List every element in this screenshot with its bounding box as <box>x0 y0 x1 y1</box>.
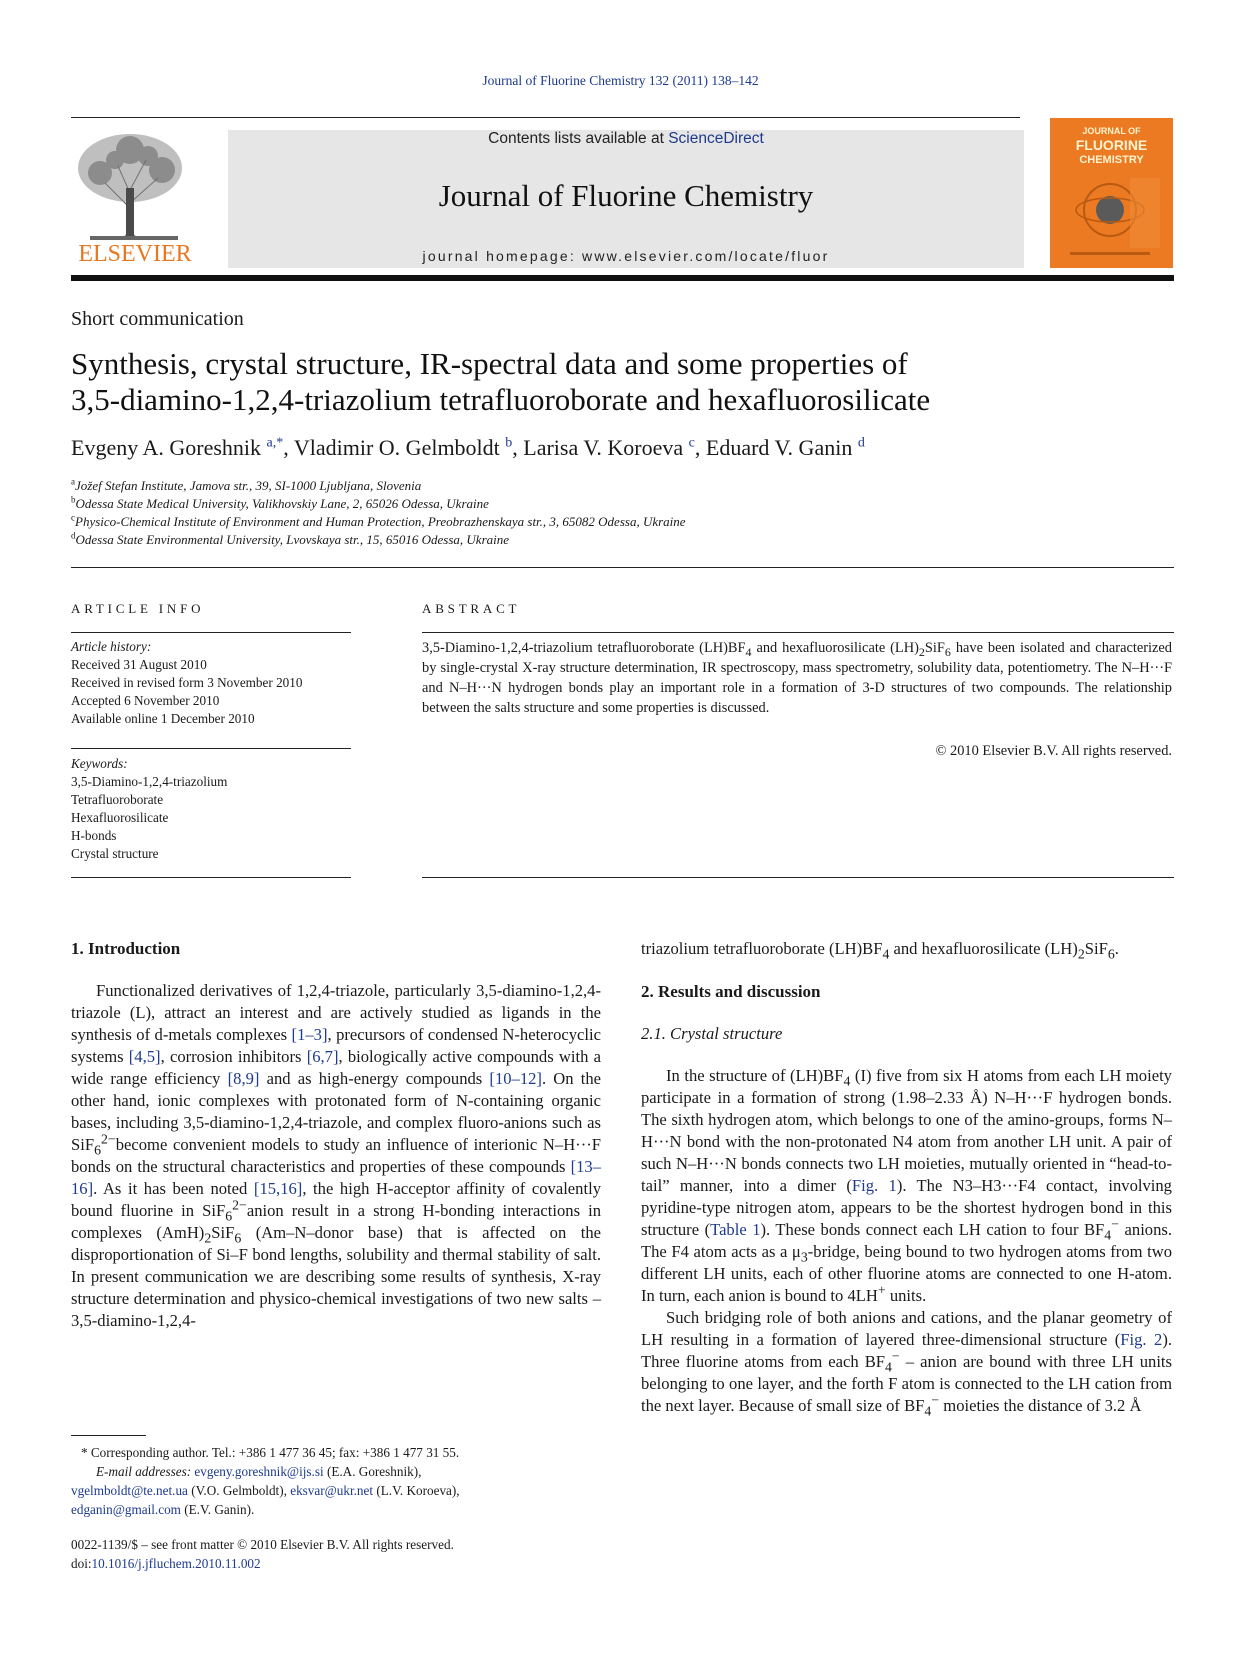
elsevier-logo <box>70 128 200 268</box>
doi-link[interactable]: 10.1016/j.jfluchem.2010.11.002 <box>91 1556 261 1571</box>
citation-link[interactable]: [8,9] <box>227 1069 260 1088</box>
journal-cover <box>1050 118 1173 268</box>
right-column <box>641 938 1172 1417</box>
divider <box>422 877 1174 878</box>
affiliation: $^b$Odessa State Medical University, Valikhovskiy Lane, 2, 65026 Odessa, Ukraine <box>71 494 489 511</box>
results-paragraph: Such bridging role of both anions and cations, and the planar geometry of LH resulting in a formation of layered three-dimensional structure (Fig. 2). Three fluorine atoms from each $BF_4^-$ – anion are bound with three LH units belonging to one layer, and the forth F atom is connected to the LH cation from the next layer. Because of small size of $BF_4^-$ moieties the distance of 3.2 Å <box>641 1308 1172 1419</box>
affiliation: $^d$Odessa State Environmental University, Lvovskaya str., 15, 65016 Odessa, Ukraine <box>71 530 510 547</box>
keywords-label: Keywords: <box>71 756 128 771</box>
article-history <box>71 638 351 728</box>
affiliations <box>71 477 686 549</box>
intro-paragraph: Functionalized derivatives of 1,2,4-triazole, particularly 3,5-diamino-1,2,4-triazole (L), attract an interest and are actively studied as ligands in the synthesis of d-metals complexes [1–3], precursors of condensed N-heterocyclic systems [4,5], corrosion inhibitors [6,7], biologically active compounds with a wide range efficiency [8,9] and as high-energy compounds [10–12]. On the other hand, ionic complexes with protonated form of N-containing organic bases, including 3,5-diamino-1,2,4-triazole, and complex fluoro-anions such as SiF$_6^{2-}$become convenient models to study an influence of interionic N–H···F bonds on the structural characteristics and properties of these compounds [13–16]. As it has been noted [15,16], the high H-acceptor affinity of covalently bound fluorine in SiF$_6^{2-}$anion result in a strong H-bonding interactions in complexes $(AmH)_2SiF_6$ (Am–N–donor base) that is affected on the disproportionation of Si–F bond lengths, solubility and thermal stability of salt. In present communication we are describing some results of synthesis, X-ray structure determination and physico-chemical investigations of two new salts – 3,5-diamino-1,2,4- <box>71 981 601 1330</box>
citation-link[interactable]: [15,16] <box>253 1179 303 1198</box>
results-paragraph: In the structure of $(LH)BF_4$ (I) five from six H atoms from each LH moiety participate in a formation of strong (1.98–2.33 Å) N–H···F hydrogen bonds. The sixth hydrogen atom, which belongs to one of the amino-groups, forms N–H···N bond with the non-protonated N4 atom from another LH unit. A pair of such N–H···N bonds connects two LH moieties, mutually oriented in “head-to-tail” manner, into a dimer (Fig. 1). The N3–H3···F4 contact, involving pyridine-type nitrogen atom, appears to be the shortest hydrogen bond in this structure (Table 1). These bonds connect each LH cation to four $BF_4^-$ anions. The F4 atom acts as a $\mu_3$-bridge, being bound to two hydrogen atoms from two different LH units, each of other fluorine atoms are connected to one H-atom. In turn, each anion is bound to 4LH+ units. <box>641 1066 1173 1305</box>
abstract-copyright: © 2010 Elsevier B.V. All rights reserved. <box>935 743 1172 759</box>
keyword: Hexafluorosilicate <box>71 810 169 825</box>
corresponding-author: * Corresponding author. Tel.: +386 1 477 36 45; fax: +386 1 477 31 55. <box>81 1445 460 1460</box>
divider <box>71 748 351 749</box>
journal-reference[interactable]: Journal of Fluorine Chemistry 132 (2011) 138–142 <box>482 73 759 88</box>
keywords <box>71 755 351 863</box>
citation-link[interactable]: [4,5] <box>128 1047 161 1066</box>
elsevier-wordmark: ELSEVIER <box>78 241 192 267</box>
history-item: Available online 1 December 2010 <box>71 711 255 726</box>
title-line: 3,5-diamino-1,2,4-triazolium tetrafluoroborate and hexafluorosilicate <box>71 382 931 417</box>
subsection-heading: 2.1. Crystal structure <box>641 1024 783 1043</box>
article-info-heading: ARTICLE INFO <box>71 601 205 616</box>
email-link[interactable]: edganin@gmail.com <box>71 1502 181 1517</box>
abstract-text: 3,5-Diamino-1,2,4-triazolium tetrafluoroborate $(LH)BF_4$ and hexafluorosilicate $(LH)_2SiF_6$ have been isolated and characterized by single-crystal X-ray structure determination, IR spectroscopy, mass spectrometry, solubility data, potentiometry. The N–H···F and N–H···N hydrogen bonds play an important role in a formation of 3-D structures of two compounds. The relationship between the salts structure and some properties is discussed. <box>422 640 1172 716</box>
history-label: Article history: <box>71 639 152 654</box>
intro-continued: triazolium tetrafluoroborate $(LH)BF_4$ and hexafluorosilicate $(LH)_2SiF_6$. <box>641 939 1119 962</box>
email-link[interactable]: evgeny.goreshnik@ijs.si <box>194 1464 324 1479</box>
section-heading: 1. Introduction <box>71 939 181 958</box>
cover-text: CHEMISTRY <box>1079 154 1144 166</box>
journal-title: Journal of Fluorine Chemistry <box>438 178 814 213</box>
citation-link[interactable]: [10–12] <box>489 1069 542 1088</box>
email-link[interactable]: vgelmboldt@te.net.ua <box>71 1483 188 1498</box>
section-heading: 2. Results and discussion <box>641 982 821 1001</box>
keyword: 3,5-Diamino-1,2,4-triazolium <box>71 774 228 789</box>
issn-doi: 0022-1139/$ – see front matter © 2010 Elsevier B.V. All rights reserved. doi:10.1016/j.jfluchem.2010.11.002 <box>71 1535 611 1573</box>
sciencedirect-link[interactable]: ScienceDirect <box>668 130 764 147</box>
divider <box>71 877 351 878</box>
keyword: Tetrafluoroborate <box>71 792 164 807</box>
issn-line: 0022-1139/$ – see front matter © 2010 Elsevier B.V. All rights reserved. <box>71 1537 454 1552</box>
citation-link[interactable]: [1–3] <box>291 1025 328 1044</box>
history-item: Accepted 6 November 2010 <box>71 693 220 708</box>
figure-link[interactable]: Fig. 1 <box>851 1176 897 1195</box>
footnote-rule <box>71 1435 146 1436</box>
history-item: Received in revised form 3 November 2010 <box>71 675 303 690</box>
citation-link[interactable]: [13–16] <box>71 1157 601 1198</box>
header-thick-rule <box>71 275 1174 281</box>
article-title <box>71 346 1171 418</box>
divider <box>422 632 1174 633</box>
table-link[interactable]: Table 1 <box>710 1220 761 1239</box>
article-type: Short communication <box>71 308 244 330</box>
header-top-rule <box>71 117 1020 118</box>
author-affil-mark[interactable]: a,* <box>266 435 284 451</box>
divider <box>71 632 351 633</box>
citation-link[interactable]: [6,7] <box>306 1047 339 1066</box>
affiliation: $^c$Physico-Chemical Institute of Environment and Human Protection, Preobrazhenskaya str., 3, 65082 Odessa, Ukraine <box>71 512 686 529</box>
affiliation: $^a$Jožef Stefan Institute, Jamova str., 39, SI-1000 Ljubljana, Slovenia <box>71 476 422 493</box>
keyword: H-bonds <box>71 828 117 843</box>
cover-text: FLUORINE <box>1075 137 1148 153</box>
author-name: Vladimir O. Gelmboldt <box>293 435 500 460</box>
author-name: Evgeny A. Goreshnik <box>71 435 262 460</box>
history-item: Received 31 August 2010 <box>71 657 207 672</box>
author-list: Evgeny A. Goreshnik $^{a,*}$, Vladimir O. Gelmboldt $^b$, Larisa V. Koroeva $^c$, Eduard V. Ganin $^d$ <box>71 435 865 460</box>
figure-link[interactable]: Fig. 2 <box>1120 1330 1163 1349</box>
title-line: Synthesis, crystal structure, IR-spectral data and some properties of <box>71 346 908 381</box>
contents-available: Contents lists available at ScienceDirect <box>488 130 764 147</box>
abstract-heading: ABSTRACT <box>422 601 521 616</box>
email-link[interactable]: eksvar@ukr.net <box>290 1483 374 1498</box>
author-affil-mark[interactable]: d <box>857 435 865 451</box>
journal-homepage[interactable]: journal homepage: www.elsevier.com/locate/fluor <box>422 248 830 264</box>
divider <box>71 567 1174 568</box>
cover-atom-icon <box>1050 118 1173 268</box>
left-column <box>71 938 601 1332</box>
author-name: Larisa V. Koroeva <box>523 435 684 460</box>
author-name: Eduard V. Ganin <box>705 435 853 460</box>
author-affil-mark[interactable]: b <box>505 435 513 451</box>
keyword: Crystal structure <box>71 846 159 861</box>
cover-text: JOURNAL OF <box>1082 126 1141 136</box>
author-affil-mark[interactable]: c <box>688 435 695 451</box>
footnote: * Corresponding author. Tel.: +386 1 477 36 45; fax: +386 1 477 31 55. E-mail addresses: evgeny.goreshnik@ijs.si (E.A. Goreshnik), vgelmboldt@te.net.ua (V.O. Gelmboldt), eksvar@ukr.net (L.V. Koroeva), edganin@gmail.com (E.V. Ganin). <box>71 1443 611 1519</box>
